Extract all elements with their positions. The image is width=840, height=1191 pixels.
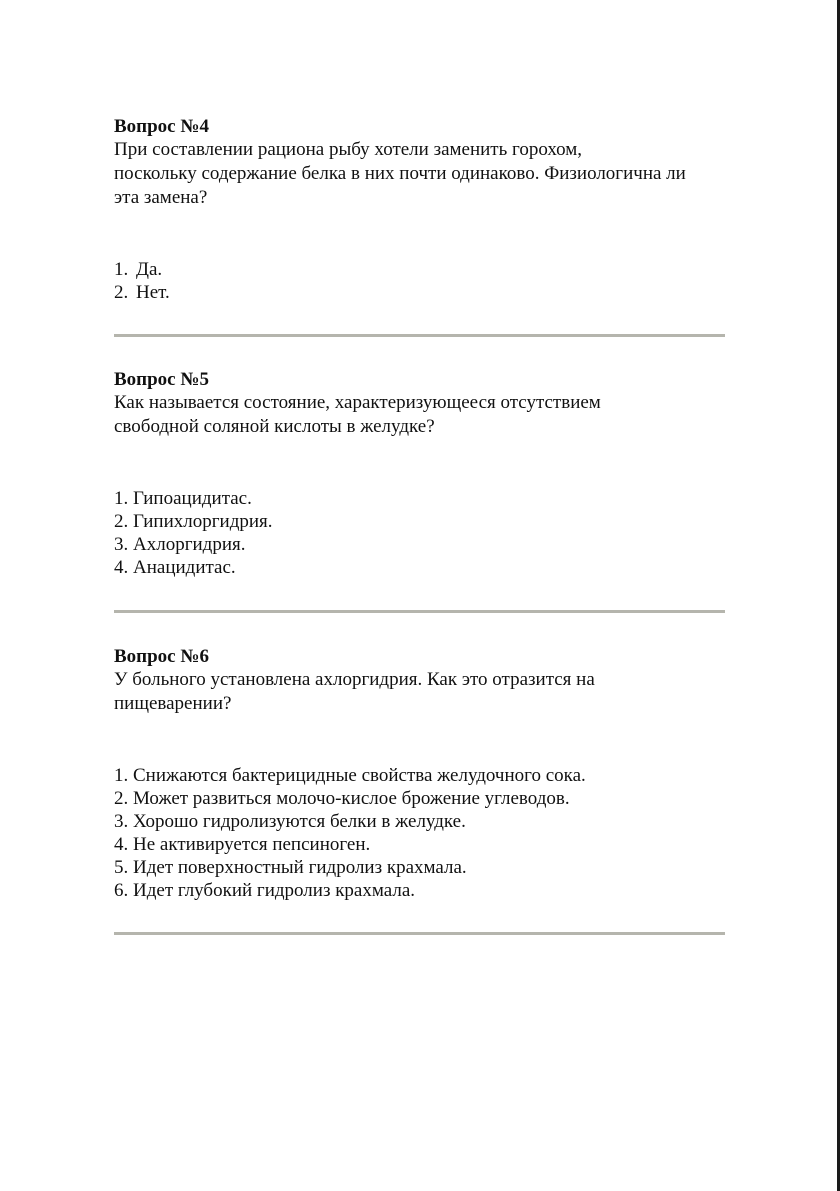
- question-title: Вопрос №5: [114, 369, 209, 390]
- question-5: [114, 369, 734, 579]
- answer-text: Гипихлоргидрия.: [133, 511, 273, 532]
- answer-text: Хорошо гидролизуются белки в желудке.: [133, 811, 466, 832]
- answer-number: 4.: [114, 834, 129, 855]
- separator-line: [114, 932, 725, 935]
- answer-list: [114, 487, 734, 579]
- answer-list: [114, 258, 734, 304]
- question-text-line: Как называется состояние, характеризующееся отсутствием: [114, 392, 601, 413]
- answer-number: 3.: [114, 811, 129, 832]
- question-text-line: поскольку содержание белка в них почти одинаково. Физиологична ли: [114, 163, 686, 184]
- answer-number: 5.: [114, 857, 129, 878]
- answer-text: Анацидитас.: [133, 557, 236, 578]
- question-text-line: У больного установлена ахлоргидрия. Как это отразится на: [114, 669, 595, 690]
- answer-text: Может развиться молочо-кислое брожение углеводов.: [133, 788, 570, 809]
- answer-option: [114, 764, 734, 787]
- answer-option: [114, 510, 734, 533]
- answer-option: [114, 281, 734, 304]
- answer-number: 1.: [114, 488, 129, 509]
- answer-text: Не активируется пепсиноген.: [133, 834, 371, 855]
- question-6: [114, 646, 734, 902]
- separator-line: [114, 610, 725, 613]
- answer-option: [114, 787, 734, 810]
- answer-text: Идет глубокий гидролиз крахмала.: [133, 880, 416, 901]
- answer-text: Гипоацидитас.: [133, 488, 252, 509]
- question-title: Вопрос №6: [114, 646, 209, 667]
- answer-option: [114, 487, 734, 510]
- question-4: [114, 116, 734, 304]
- answer-option: [114, 533, 734, 556]
- question-text-line: При составлении рациона рыбу хотели заменить горохом,: [114, 139, 583, 160]
- answer-number: 2.: [114, 282, 129, 303]
- answer-option: [114, 556, 734, 579]
- answer-number: 1.: [114, 765, 129, 786]
- question-text-line: пищеварении?: [114, 693, 232, 714]
- answer-option: [114, 810, 734, 833]
- separator-line: [114, 334, 725, 337]
- answer-number: 3.: [114, 534, 129, 555]
- answer-number: 2.: [114, 788, 129, 809]
- answer-number: 2.: [114, 511, 129, 532]
- answer-option: [114, 856, 734, 879]
- answer-text: Да.: [136, 259, 163, 280]
- answer-text: Нет.: [136, 282, 170, 303]
- answer-text: Идет поверхностный гидролиз крахмала.: [133, 857, 467, 878]
- answer-number: 1.: [114, 259, 129, 280]
- answer-list: [114, 764, 734, 902]
- question-text-line: свободной соляной кислоты в желудке?: [114, 416, 435, 437]
- answer-option: [114, 833, 734, 856]
- answer-option: [114, 258, 734, 281]
- answer-number: 4.: [114, 557, 129, 578]
- question-text-line: эта замена?: [114, 187, 208, 208]
- question-title: Вопрос №4: [114, 116, 209, 137]
- answer-option: [114, 879, 734, 902]
- answer-text: Снижаются бактерицидные свойства желудочного сока.: [133, 765, 586, 786]
- answer-number: 6.: [114, 880, 129, 901]
- answer-text: Ахлоргидрия.: [133, 534, 246, 555]
